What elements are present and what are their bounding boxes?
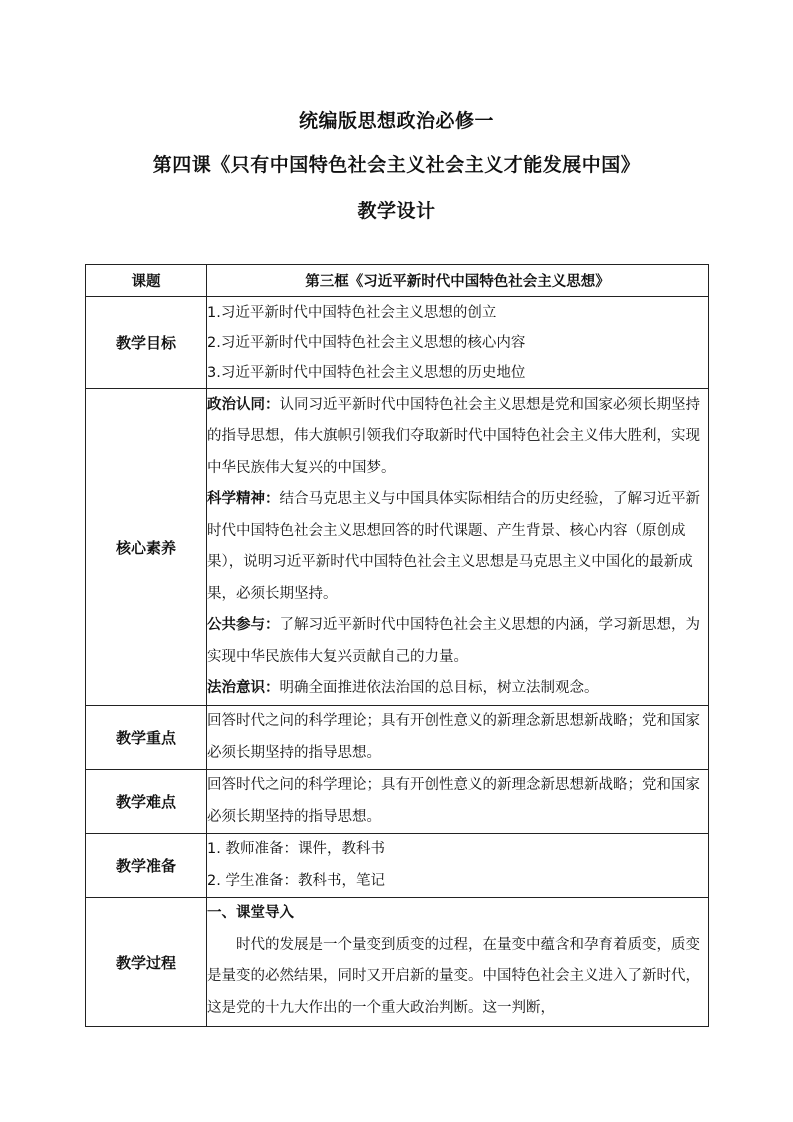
- table-row: [86, 770, 709, 834]
- topic-label: 课题: [86, 265, 207, 297]
- preparation-item: 2. 学生准备：教科书，笔记: [207, 872, 385, 889]
- key-points-content: 回答时代之问的科学理论；具有开创性意义的新理念新思想新战略；党和国家必须长期坚持的指导思想。: [207, 706, 709, 770]
- difficulties-content: 回答时代之问的科学理论；具有开创性意义的新理念新思想新战略；党和国家必须长期坚持的指导思想。: [207, 770, 709, 834]
- objective-item: 3.习近平新时代中国特色社会主义思想的历史地位: [207, 364, 526, 381]
- core-paragraph-political: [207, 390, 708, 485]
- core-text: 结合马克思主义与中国具体实际相结合的历史经验，了解习近平新时代中国特色社会主义思想回答的时代课题、产生背景、核心内容（原创成果），说明习近平新时代中国特色社会主义思想是马克思主义中国化的最新成果，必须长期坚持。: [207, 491, 700, 602]
- table-row: [86, 898, 709, 1027]
- core-text: 明确全面推进依法治国的总目标，树立法制观念。: [279, 680, 599, 696]
- document-title-block: [0, 100, 793, 232]
- process-section-title: 一、课堂导入: [207, 905, 294, 921]
- objectives-label: 教学目标: [86, 297, 207, 389]
- core-heading: 科学精神：: [207, 491, 280, 507]
- key-points-label: 教学重点: [86, 706, 207, 770]
- objective-item: 2.习近平新时代中国特色社会主义思想的核心内容: [207, 334, 526, 351]
- core-paragraph-law: [207, 673, 708, 705]
- table-row: [86, 265, 709, 297]
- preparation-label: 教学准备: [86, 834, 207, 898]
- objectives-content: [207, 297, 709, 389]
- topic-value: 第三框《习近平新时代中国特色社会主义思想》: [207, 265, 709, 297]
- preparation-content: [207, 834, 709, 898]
- objective-item: 1.习近平新时代中国特色社会主义思想的创立: [207, 304, 497, 321]
- table-row: [86, 834, 709, 898]
- core-heading: 法治意识：: [207, 680, 280, 696]
- core-text: 了解习近平新时代中国特色社会主义思想的内涵，学习新思想，为实现中华民族伟大复兴贡献自己的力量。: [207, 617, 700, 665]
- title-lesson: 第四课《只有中国特色社会主义社会主义才能发展中国》: [152, 154, 641, 176]
- core-heading: 政治认同：: [207, 396, 280, 413]
- process-paragraph: 时代的发展是一个量变到质变的过程，在量变中蕴含和孕育着质变，质变是量变的必然结果，同时又开启新的量变。中国特色社会主义进入了新时代，这是党的十九大作出的一个重大政治判断。这一判断，: [207, 936, 700, 1016]
- core-paragraph-public: [207, 610, 708, 673]
- table-row: [86, 389, 709, 706]
- process-label: 教学过程: [86, 898, 207, 1027]
- title-course: 统编版思想政治必修一: [298, 110, 494, 132]
- table-row: [86, 297, 709, 389]
- difficulties-label: 教学难点: [86, 770, 207, 834]
- core-heading: 公共参与：: [207, 617, 280, 633]
- core-text: 认同习近平新时代中国特色社会主义思想是党和国家必须长期坚持的指导思想，伟大旗帜引领我们夺取新时代中国特色社会主义伟大胜利，实现中华民族伟大复兴的中国梦。: [207, 396, 700, 476]
- core-literacy-content: [207, 389, 709, 706]
- process-text-clip: [207, 898, 708, 1026]
- core-paragraph-science: [207, 484, 708, 610]
- process-content: [207, 898, 709, 1027]
- preparation-item: 1. 教师准备：课件，教科书: [207, 841, 385, 857]
- lesson-plan-table: [85, 264, 709, 1027]
- table-row: [86, 706, 709, 770]
- title-doc-type: 教学设计: [357, 200, 436, 222]
- core-literacy-label: 核心素养: [86, 389, 207, 706]
